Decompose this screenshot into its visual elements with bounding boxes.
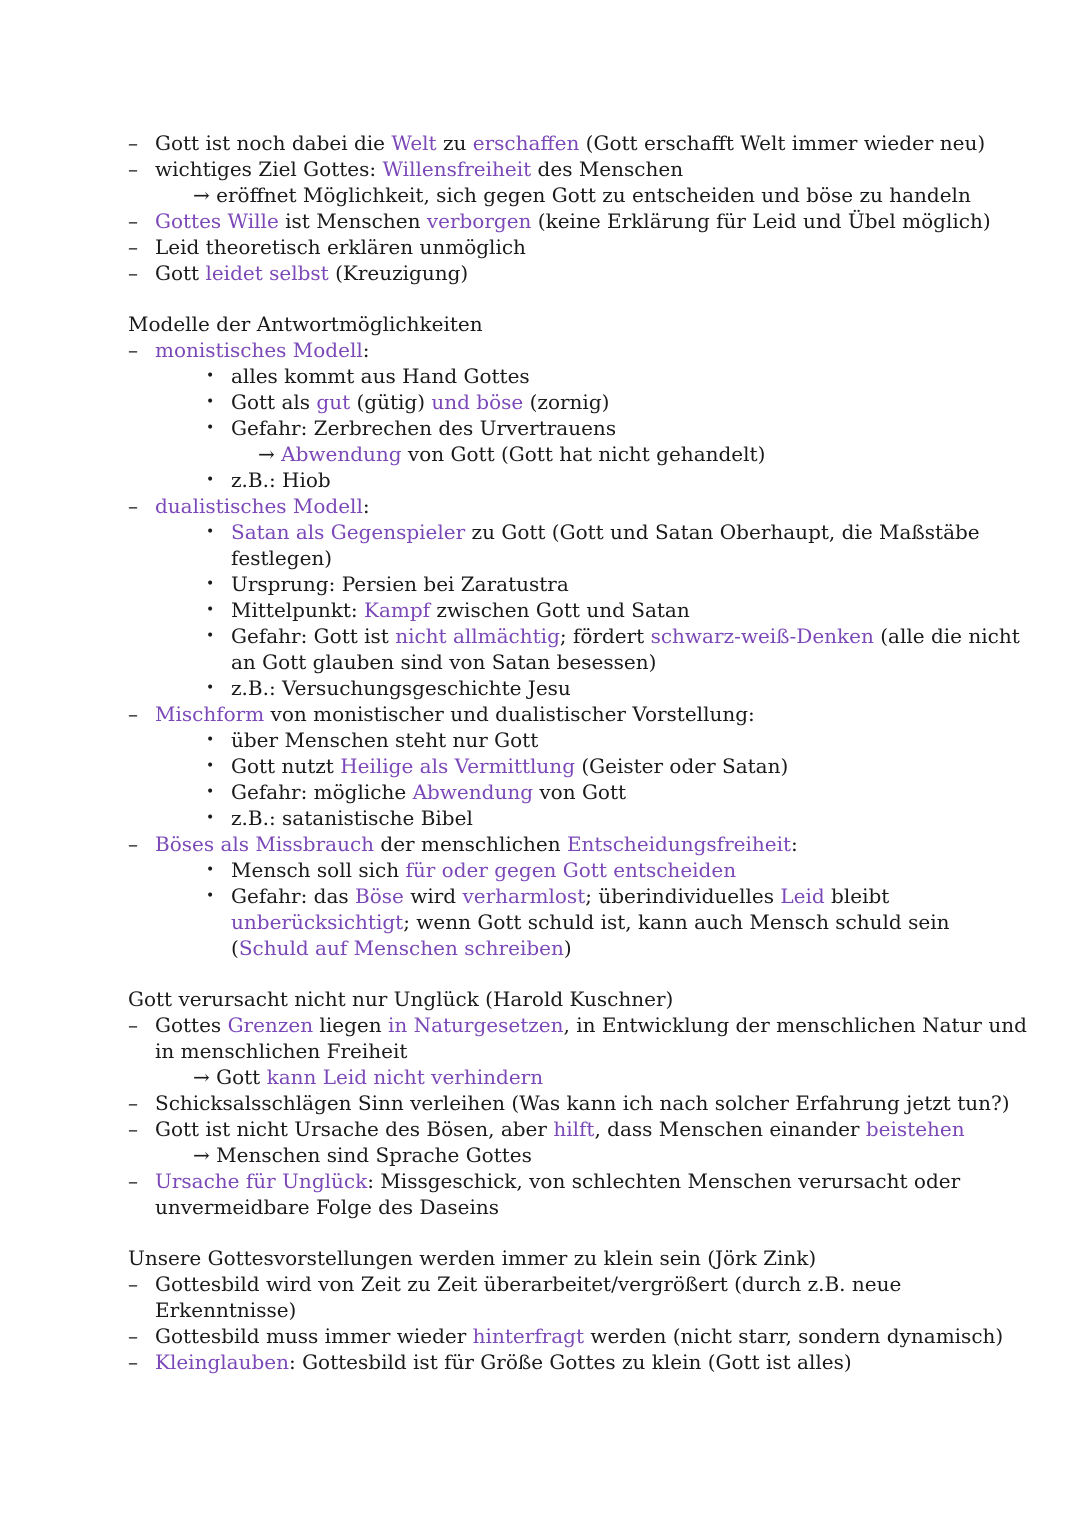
dot-bullet: • (206, 628, 215, 644)
dot-bullet: • (206, 732, 215, 748)
list-item-continuation (0, 1038, 1080, 1064)
dash-bullet: – (128, 1169, 138, 1193)
item-text: in menschlichen Freiheit (155, 1039, 408, 1063)
list-item-continuation (0, 1297, 1080, 1323)
dash-bullet: – (128, 235, 138, 259)
dash-bullet: – (128, 1324, 138, 1348)
sub-item (0, 467, 1080, 493)
list-item (0, 156, 1080, 182)
sub-item (0, 389, 1080, 415)
arrow-icon: → (193, 1143, 210, 1167)
dot-bullet: • (206, 394, 215, 410)
list-item (0, 701, 1080, 727)
item-text: Gottes Grenzen liegen in Naturgesetzen, in Entwicklung der menschlichen Natur und (155, 1013, 1027, 1037)
dash-bullet: – (128, 1350, 138, 1374)
item-text: dualistisches Modell: (155, 494, 370, 518)
item-text: Leid theoretisch erklären unmöglich (155, 235, 526, 259)
arrow-icon: → (258, 442, 275, 466)
item-text: Erkenntnisse) (155, 1298, 297, 1322)
dash-bullet: – (128, 338, 138, 362)
item-text: Gottesbild wird von Zeit zu Zeit überarbeitet/vergrößert (durch z.B. neue (155, 1272, 902, 1296)
dash-bullet: – (128, 157, 138, 181)
dash-bullet: – (128, 1013, 138, 1037)
dash-bullet: – (128, 494, 138, 518)
item-text: unvermeidbare Folge des Daseins (155, 1195, 500, 1219)
section-heading: Unsere Gottesvorstellungen werden immer zu klein sein (Jörk Zink) (128, 1246, 817, 1270)
item-text: Böses als Missbrauch der menschlichen Entscheidungsfreiheit: (155, 832, 798, 856)
dot-bullet: • (206, 810, 215, 826)
item-text: Gefahr: Zerbrechen des Urvertrauens (231, 416, 617, 440)
sub-item (0, 753, 1080, 779)
list-item (0, 1323, 1080, 1349)
list-item (0, 1349, 1080, 1375)
sub-item-continuation (0, 649, 1080, 675)
item-text: Gefahr: mögliche Abwendung von Gott (231, 780, 627, 804)
sub-item (0, 597, 1080, 623)
dot-bullet: • (206, 680, 215, 696)
list-item (0, 493, 1080, 519)
item-text: z.B.: Versuchungsgeschichte Jesu (231, 676, 571, 700)
dash-bullet: – (128, 1272, 138, 1296)
item-text: Gottesbild muss immer wieder hinterfragt werden (nicht starr, sondern dynamisch) (155, 1324, 1004, 1348)
list-item (0, 1116, 1080, 1142)
dot-bullet: • (206, 524, 215, 540)
arrow-icon: → (193, 1065, 210, 1089)
item-text: alles kommt aus Hand Gottes (231, 364, 530, 388)
item-text: Mensch soll sich für oder gegen Gott entscheiden (231, 858, 737, 882)
item-text: an Gott glauben sind von Satan besessen) (231, 650, 657, 674)
sub-item (0, 571, 1080, 597)
item-text: über Menschen steht nur Gott (231, 728, 539, 752)
dash-bullet: – (128, 261, 138, 285)
sub-item (0, 415, 1080, 441)
list-item-continuation (0, 1194, 1080, 1220)
dash-bullet: – (128, 832, 138, 856)
item-text: z.B.: satanistische Bibel (231, 806, 473, 830)
item-text: Mittelpunkt: Kampf zwischen Gott und Satan (231, 598, 690, 622)
item-text: Gott leidet selbst (Kreuzigung) (155, 261, 469, 285)
list-item (0, 1271, 1080, 1297)
item-text: → eröffnet Möglichkeit, sich gegen Gott zu entscheiden und böse zu handeln (193, 183, 971, 207)
item-text: Kleinglauben: Gottesbild ist für Größe Gottes zu klein (Gott ist alles) (155, 1350, 852, 1374)
item-text: → Gott kann Leid nicht verhindern (193, 1065, 544, 1089)
sub-item (0, 883, 1080, 909)
sub-item (0, 623, 1080, 649)
arrow-item (0, 1064, 1080, 1090)
item-text: Gott ist nicht Ursache des Bösen, aber hilft, dass Menschen einander beistehen (155, 1117, 965, 1141)
arrow-icon: → (193, 183, 210, 207)
list-item (0, 234, 1080, 260)
dot-bullet: • (206, 576, 215, 592)
document-page (0, 130, 1080, 1375)
item-text: Gottes Wille ist Menschen verborgen (keine Erklärung für Leid und Übel möglich) (155, 209, 991, 233)
dot-bullet: • (206, 758, 215, 774)
item-text: → Abwendung von Gott (Gott hat nicht gehandelt) (258, 442, 766, 466)
dash-bullet: – (128, 1091, 138, 1115)
item-text: Gott als gut (gütig) und böse (zornig) (231, 390, 610, 414)
sub-item (0, 519, 1080, 545)
dot-bullet: • (206, 472, 215, 488)
item-text: Satan als Gegenspieler zu Gott (Gott und Satan Oberhaupt, die Maßstäbe (231, 520, 980, 544)
list-item (0, 208, 1080, 234)
sub-item (0, 779, 1080, 805)
sub-item (0, 805, 1080, 831)
dash-bullet: – (128, 209, 138, 233)
arrow-item (0, 182, 1080, 208)
section-heading: Modelle der Antwortmöglichkeiten (128, 312, 483, 336)
item-text: z.B.: Hiob (231, 468, 331, 492)
item-text: Gott nutzt Heilige als Vermittlung (Geister oder Satan) (231, 754, 789, 778)
item-text: monistisches Modell: (155, 338, 370, 362)
sub-item (0, 675, 1080, 701)
item-text: festlegen) (231, 546, 333, 570)
sub-item-continuation (0, 909, 1080, 935)
list-item (0, 1090, 1080, 1116)
item-text: Schicksalsschlägen Sinn verleihen (Was kann ich nach solcher Erfahrung jetzt tun?) (155, 1091, 1010, 1115)
dot-bullet: • (206, 862, 215, 878)
dash-bullet: – (128, 702, 138, 726)
item-text: Ursache für Unglück: Missgeschick, von schlechten Menschen verursacht oder (155, 1169, 961, 1193)
section-heading: Gott verursacht nicht nur Unglück (Harold Kuschner) (128, 987, 674, 1011)
item-text: Mischform von monistischer und dualistischer Vorstellung: (155, 702, 755, 726)
arrow-item (0, 441, 1080, 467)
sub-item (0, 363, 1080, 389)
list-item (0, 260, 1080, 286)
item-text: Ursprung: Persien bei Zaratustra (231, 572, 569, 596)
list-item (0, 831, 1080, 857)
arrow-item (0, 1142, 1080, 1168)
list-item (0, 1012, 1080, 1038)
list-item (0, 337, 1080, 363)
dot-bullet: • (206, 420, 215, 436)
item-text: Gefahr: Gott ist nicht allmächtig; fördert schwarz-weiß-Denken (alle die nicht (231, 624, 1020, 648)
dot-bullet: • (206, 368, 215, 384)
item-text: unberücksichtigt; wenn Gott schuld ist, kann auch Mensch schuld sein (231, 910, 950, 934)
item-text: Gefahr: das Böse wird verharmlost; überindividuelles Leid bleibt (231, 884, 890, 908)
sub-item-continuation (0, 935, 1080, 961)
list-item (0, 130, 1080, 156)
item-text: (Schuld auf Menschen schreiben) (231, 936, 572, 960)
sub-item (0, 857, 1080, 883)
dot-bullet: • (206, 784, 215, 800)
item-text: → Menschen sind Sprache Gottes (193, 1143, 532, 1167)
sub-item (0, 727, 1080, 753)
dash-bullet: – (128, 1117, 138, 1141)
dot-bullet: • (206, 888, 215, 904)
item-text: wichtiges Ziel Gottes: Willensfreiheit des Menschen (155, 157, 684, 181)
dot-bullet: • (206, 602, 215, 618)
sub-item-continuation (0, 545, 1080, 571)
item-text: Gott ist noch dabei die Welt zu erschaffen (Gott erschafft Welt immer wieder neu) (155, 131, 986, 155)
list-item (0, 1168, 1080, 1194)
dash-bullet: – (128, 131, 138, 155)
